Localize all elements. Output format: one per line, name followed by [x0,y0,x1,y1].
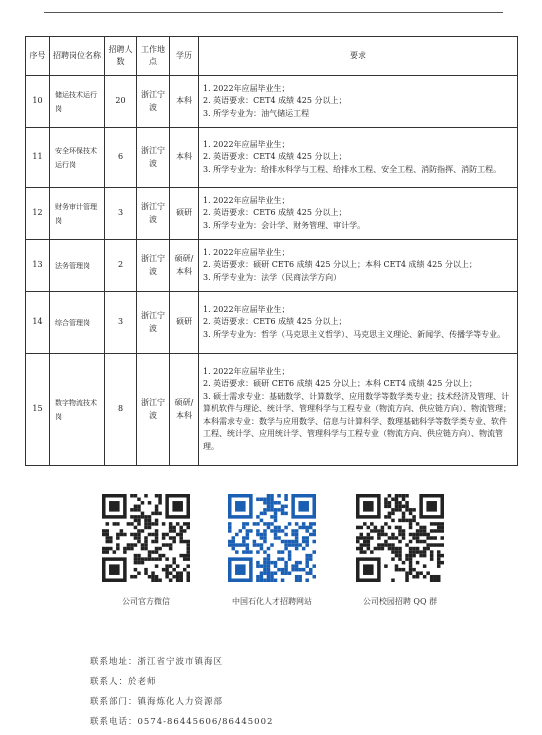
contact-department: 联系部门：镇海炼化人力资源部 [90,697,224,707]
qr-code-icon [228,494,316,582]
cell-location: 浙江宁波 [137,292,170,354]
requirement-line: 1. 2022年应届毕业生； [203,304,290,314]
requirement-line: 1. 2022年应届毕业生； [203,367,290,377]
cell-seq: 11 [26,128,50,188]
cell-requirements [199,292,518,354]
qr-code-icon [102,494,190,582]
cell-requirements [199,240,518,292]
header-position: 招聘岗位名称 [50,37,105,76]
cell-seq: 12 [26,188,50,240]
header-requirements: 要求 [199,37,518,76]
requirement-line: 3. 硕士需求专业：基础数学、计算数学、应用数学等数学类专业；技术经济及管理、计算机软件与理论、统计学、管理科学与工程专业（物流方向、供应链方向）、物流管理；本科需求专业：数学与应用数学、信息与计算科学、数理基础科学等数学类专业、软件工程、统计学、应用统计学、管理科学与工程专业（物流方向、供应链方向）、物流管理。 [203,391,511,451]
requirement-line: 3. 所学专业为：法学（民商法学方向） [203,272,342,282]
cell-requirements [199,354,518,466]
cell-education: 硕研/本科 [170,240,199,292]
header-education: 学历 [170,37,199,76]
table-row [26,76,518,128]
cell-position: 安全环保技术运行岗 [50,128,105,188]
cell-location: 浙江宁波 [137,128,170,188]
table-row [26,292,518,354]
qr-caption-wechat: 公司官方微信 [122,597,170,606]
header-count: 招聘人数 [105,37,137,76]
cell-location: 浙江宁波 [137,354,170,466]
table-row [26,354,518,466]
requirement-line: 1. 2022年应届毕业生； [203,139,290,149]
table-header-row [26,37,518,76]
cell-count: 20 [105,76,137,128]
contact-person: 联系人：於老师 [90,677,157,687]
cell-position: 财务审计管理岗 [50,188,105,240]
header-seq: 序号 [26,37,50,76]
cell-requirements [199,128,518,188]
cell-count: 2 [105,240,137,292]
qr-wechat [96,494,196,607]
cell-education: 硕研/本科 [170,354,199,466]
table-row [26,240,518,292]
cell-position: 数字物流技术岗 [50,354,105,466]
contact-phone: 联系电话：0574-86445606/86445002 [90,717,274,727]
cell-requirements [199,76,518,128]
top-rule [44,12,503,13]
cell-location: 浙江宁波 [137,188,170,240]
contact-address: 联系地址：浙江省宁波市镇海区 [90,657,224,667]
requirement-line: 3. 所学专业为：会计学、财务管理、审计学。 [203,220,366,230]
cell-count: 8 [105,354,137,466]
contact-info [90,652,273,732]
requirement-line: 2. 英语要求：硕研 CET6 成绩 425 分以上；本科 CET4 成绩 425 分以上； [203,260,477,270]
table-row [26,128,518,188]
qr-recruit-site [222,494,322,607]
requirement-line: 3. 所学专业为：哲学（马克思主义哲学）、马克思主义理论、新闻学、传播学等专业。 [203,329,506,339]
cell-education: 本科 [170,76,199,128]
qr-qq-group [350,494,450,607]
cell-seq: 14 [26,292,50,354]
requirement-line: 2. 英语要求：CET4 成绩 425 分以上； [203,96,347,106]
requirement-line: 2. 英语要求：CET4 成绩 425 分以上； [203,152,347,162]
requirement-line: 1. 2022年应届毕业生； [203,247,290,257]
qr-code-icon [356,494,444,582]
requirement-line: 2. 英语要求：硕研 CET6 成绩 425 分以上；本科 CET4 成绩 425 分以上； [203,379,477,389]
requirement-line: 1. 2022年应届毕业生； [203,195,290,205]
table-row [26,188,518,240]
cell-position: 储运技术运行岗 [50,76,105,128]
requirement-line: 3. 所学专业为：给排水科学与工程、给排水工程、安全工程、消防指挥、消防工程。 [203,164,502,174]
cell-requirements [199,188,518,240]
cell-seq: 15 [26,354,50,466]
cell-count: 3 [105,292,137,354]
requirement-line: 2. 英语要求：CET6 成绩 425 分以上； [203,317,347,327]
cell-position: 综合管理岗 [50,292,105,354]
cell-location: 浙江宁波 [137,76,170,128]
cell-seq: 10 [26,76,50,128]
cell-count: 6 [105,128,137,188]
header-location: 工作地点 [137,37,170,76]
cell-count: 3 [105,188,137,240]
cell-education: 本科 [170,128,199,188]
cell-education: 硕研 [170,188,199,240]
requirement-line: 3. 所学专业为：油气储运工程 [203,108,310,118]
cell-location: 浙江宁波 [137,240,170,292]
cell-seq: 13 [26,240,50,292]
recruitment-table [25,36,518,466]
cell-position: 法务管理岗 [50,240,105,292]
requirement-line: 2. 英语要求：CET6 成绩 425 分以上； [203,208,347,218]
requirement-line: 1. 2022年应届毕业生； [203,83,290,93]
qr-caption-qq-group: 公司校园招聘 QQ 群 [362,597,438,606]
cell-education: 硕研 [170,292,199,354]
qr-caption-recruit-site: 中国石化人才招聘网站 [232,597,312,606]
